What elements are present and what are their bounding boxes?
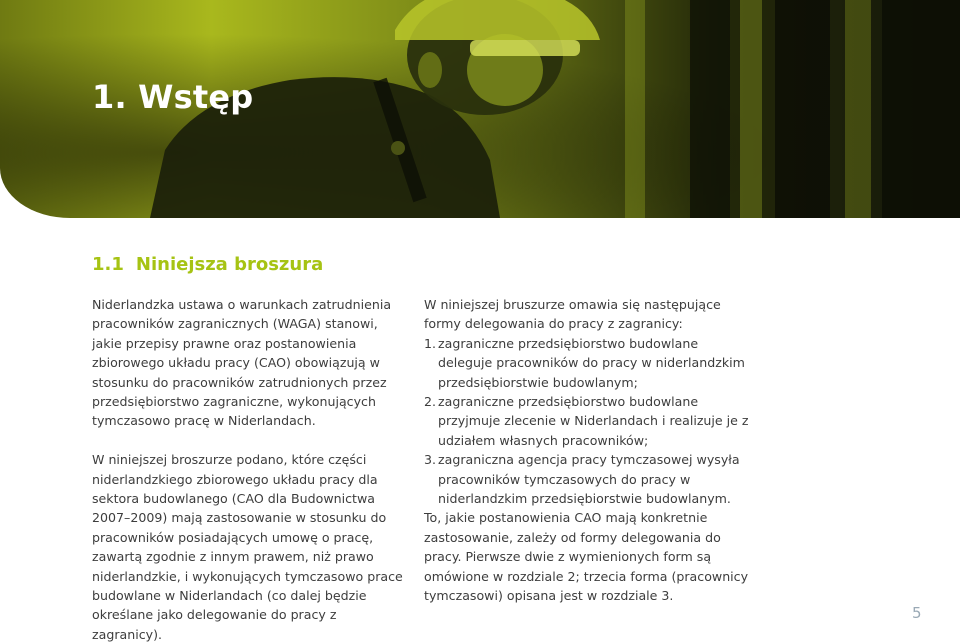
- paragraph: Niderlandzka ustawa o warunkach zatrudnienia pracowników zagranicznych (WAGA) stanowi, jakie przepisy prawne oraz postanowienia zbiorowego układu pracy (CAO) obowiązują w stosunku do pracowników zatrudnionych przez przedsiębiorstwo zagraniczne, wykonujących tymczasowo pracę w Niderlandach.: [92, 297, 392, 429]
- section-title: Niniejsza broszura: [135, 254, 324, 275]
- list-item-text: zagraniczne przedsiębiorstwo budowlane deleguje pracowników do pracy w niderlandzkim przedsiębiorstwie budowlanym;: [438, 335, 745, 390]
- list-marker: 1.: [424, 335, 437, 351]
- delegation-forms-list: [424, 334, 754, 509]
- list-item: [424, 392, 754, 450]
- list-item: [424, 334, 754, 392]
- list-marker: 2.: [424, 394, 437, 410]
- chapter-title: 1. Wstęp: [92, 78, 254, 116]
- hero-banner: [0, 0, 960, 218]
- right-column: [424, 295, 754, 606]
- paragraph: W niniejszej broszurze podano, które części niderlandzkiego zbiorowego układu pracy dla sektora budowlanego (CAO dla Budownictwa 2007–2009) mają zastosowanie w stosunku do pracowników posiadających umowę o pracę, zawartą zgodnie z innym prawem, niż prawo niderlandzkie, i wykonujących tymczasowo prace budowlane w Niderlandach (co dalej będzie określane jako delegowanie do pracy z zagranicy).: [92, 452, 403, 642]
- list-item: [424, 450, 754, 508]
- left-column: [92, 295, 404, 644]
- list-marker: 3.: [424, 452, 437, 468]
- list-item-text: zagraniczna agencja pracy tymczasowej wysyła pracowników tymczasowych do pracy w niderlandzkim przedsiębiorstwie budowlanym.: [438, 452, 740, 507]
- list-item-text: zagraniczne przedsiębiorstwo budowlane przyjmuje zlecenie w Niderlandach i realizuje je z udziałem własnych pracowników;: [438, 394, 749, 448]
- section-number: 1.1: [92, 254, 124, 275]
- page-number: 5: [912, 604, 922, 622]
- list-intro: W niniejszej bruszurze omawia się następujące formy delegowania do pracy z zagranicy:: [424, 297, 721, 332]
- paragraph: To, jakie postanowienia CAO mają konkretnie zastosowanie, zależy od formy delegowania do pracy. Pierwsze dwie z wymienionych form są omówione w rozdziale 2; trzecia forma (pracownicy tymczasowi) opisana jest w rozdziale 3.: [424, 510, 749, 604]
- section-heading: [92, 254, 323, 275]
